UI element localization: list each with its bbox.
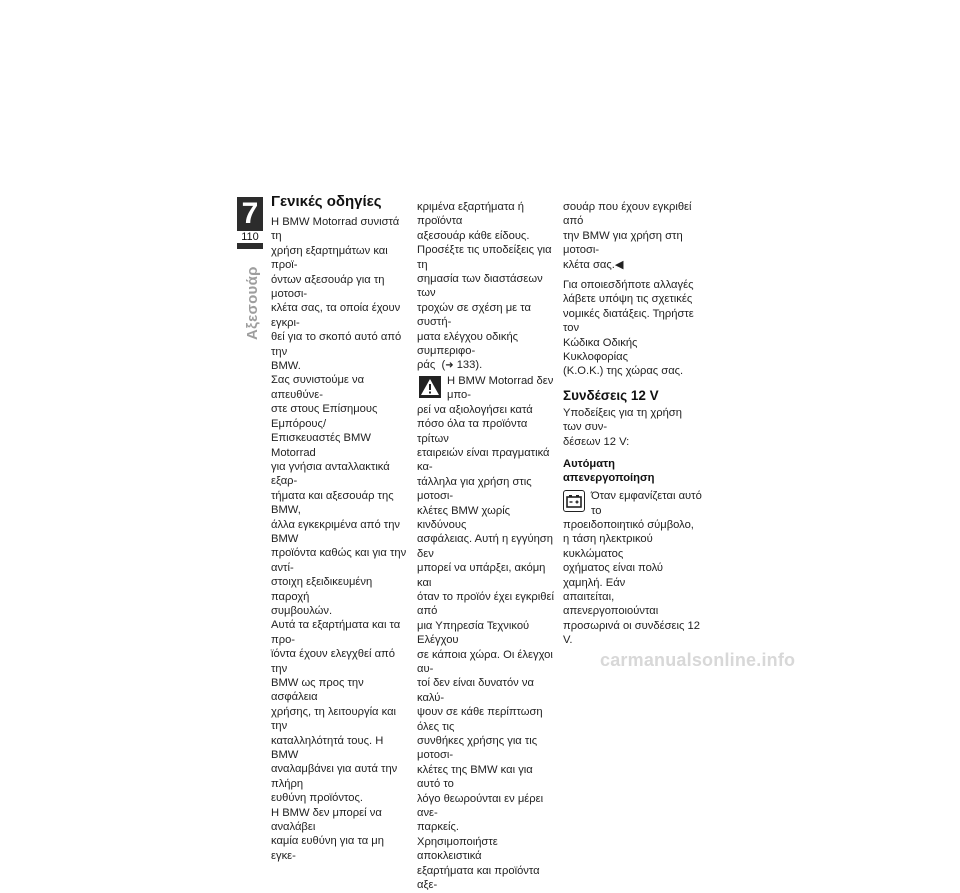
text-line: ευθύνη προϊόντος. (271, 792, 363, 805)
icon-note-block (563, 489, 703, 647)
text-line: ματα ελέγχου οδικής συμπεριφο- (417, 330, 519, 358)
text-line: προϊόντα καθώς και για την αντί- (271, 547, 407, 574)
text-line: τήματα και αξεσουάρ της BMW, (271, 489, 394, 517)
col3-text-top (563, 200, 703, 258)
text-line: κλέτα σας, τα οποία έχουν εγκρι- (271, 302, 401, 329)
text-line: Χρησιμοποιήστε αποκλειστικά (417, 835, 498, 863)
text-line: προσωρινά οι συνδέσεις 12 V. (563, 619, 700, 647)
end-line (563, 258, 703, 272)
text-line: ασφάλειας. Αυτή η εγγύηση δεν (417, 533, 553, 560)
text-line: οχήματος είναι πολύ χαμηλή. Εάν (563, 562, 664, 589)
text-line: για γνήσια ανταλλακτικά εξαρ- (271, 460, 390, 488)
warning-triangle-icon (419, 376, 441, 398)
text-line: καταλληλότητά τους. Η BMW (271, 734, 384, 762)
text-line: Για οποιεσδήποτε αλλαγές (563, 279, 694, 292)
text-line: BMW. (271, 360, 301, 373)
text-line: αναλαμβάνει για αυτά την πλήρη (271, 763, 398, 790)
text-line: Προσέξτε τις υποδείξεις για τη (417, 244, 552, 271)
text-line: τροχών σε σχέση με τα συστή- (417, 301, 531, 329)
text-line: κλέτες BMW χωρίς κινδύνους (417, 504, 511, 531)
text-line: σημασία των διαστάσεων των (417, 273, 543, 300)
text-line: όταν το προϊόν έχει εγκριθεί από (417, 590, 554, 618)
battery-warning-icon (563, 490, 585, 512)
warning-block (417, 374, 555, 893)
text-line: τάλληλα για χρήση στις μοτοσι- (417, 475, 532, 503)
chapter-tab (237, 197, 263, 231)
text-line: Η BMW Motorrad συνιστά τη (271, 216, 400, 243)
text-line: στε στους Επίσημους Εμπόρους/ (271, 403, 378, 430)
col3-intro-text (563, 406, 703, 449)
text-line: εξαρτήματα και προϊόντα αξε- (417, 864, 540, 892)
text-line: κριμένα εξαρτήματα ή προϊόντα (417, 201, 525, 228)
warning-text (417, 417, 555, 892)
text-line: χρήσης, τη λειτουργία και την (271, 705, 397, 733)
text-line: ϊόντα έχουν ελεγχθεί από την (271, 648, 395, 675)
text-line: χρήση εξαρτημάτων και προϊ- (271, 244, 388, 272)
text-line: Η BMW δεν μπορεί να αναλάβει (271, 806, 382, 834)
text-line: κλέτες της BMW και για αυτό το (417, 763, 533, 791)
icon-note-text (563, 532, 703, 647)
text-line: λόγο θεωρούνται εν μέρει ανε- (417, 792, 544, 820)
text-line: Σας συνιστούμε να απευθύνε- (271, 374, 365, 401)
column-3 (563, 200, 703, 648)
text-line: παρκείς. (417, 821, 459, 834)
text-line: Η BMW Motorrad δεν μπο- (447, 374, 554, 402)
text-line: μια Υπηρεσία Τεχνικού Ελέγχου (417, 619, 530, 647)
text-line: όντων αξεσουάρ για τη μοτοσι- (271, 273, 385, 301)
text-line: (Κ.Ο.Κ.) της χώρας σας. (563, 365, 684, 378)
col2-text-top (417, 200, 555, 358)
page-number: 110 (237, 231, 263, 249)
chapter-side-label: Αξεσουάρ (244, 266, 261, 340)
ref-page-link[interactable]: 133). (456, 359, 483, 372)
text-line: ψουν σε κάθε περίπτωση όλες τις (417, 706, 543, 733)
text-line: Κώδικα Οδικής Κυκλοφορίας (563, 336, 638, 364)
column-2 (417, 200, 555, 893)
section-heading-12v: Συνδέσεις 12 V (563, 387, 659, 403)
ref-open: ( (441, 359, 446, 372)
end-line-text: κλέτα σας. (563, 258, 615, 271)
text-line: εταιρειών είναι πραγματικά κα- (417, 446, 550, 474)
col1-text (271, 215, 407, 863)
text-line: καμία ευθύνη για τα μη εγκε- (271, 835, 384, 862)
text-line: ρεί να αξιολογήσει κατά (417, 403, 533, 416)
text-line: αξεσουάρ κάθε είδους. (417, 229, 530, 242)
text-line: την BMW για χρήση στη μοτοσι- (563, 229, 683, 257)
text-line: Υποδείξεις για τη χρήση των συν- (563, 406, 682, 434)
text-line: σουάρ που έχουν εγκριθεί από (563, 201, 692, 228)
chapter-number: 7 (241, 197, 259, 230)
text-line: Επισκευαστές BMW Motorrad (271, 432, 371, 459)
text-line: δέσεων 12 V: (563, 435, 630, 448)
text-line: νομικές διατάξεις. Τηρήστε τον (563, 307, 694, 335)
text-line: σε κάποια χώρα. Οι έλεγχοι αυ- (417, 648, 553, 675)
text-line: συμβουλών. (271, 604, 333, 617)
text-line: στοιχη εξειδικευμένη παροχή (271, 576, 373, 603)
text-line: άλλα εγκεκριμένα από την BMW (271, 518, 401, 545)
ref-prefix: ράς (417, 359, 436, 372)
section-heading-general: Γενικές οδηγίες (271, 193, 382, 210)
text-line: λάβετε υπόψη τις σχετικές (563, 293, 693, 306)
text-line: θεί για το σκοπό αυτό από την (271, 331, 402, 358)
text-line: Όταν εμφανίζεται αυτό το (591, 490, 702, 517)
text-line: απαιτείται, απενεργοποιούνται (563, 590, 659, 618)
text-line: τοί δεν είναι δυνατόν να καλύ- (417, 677, 534, 704)
watermark-text: carmanualsonline.info (600, 650, 796, 670)
text-line: BMW ως προς την ασφάλεια (271, 677, 364, 704)
end-mark-icon: ◀ (614, 258, 624, 271)
text-line: η τάση ηλεκτρικού κυκλώματος (563, 533, 653, 560)
text-line: Αυτά τα εξαρτήματα και τα προ- (271, 619, 401, 646)
text-line: μπορεί να υπάρξει, ακόμη και (417, 562, 546, 589)
ref-arrow-icon: ➜ (445, 360, 454, 372)
column-1 (271, 193, 407, 863)
text-line: συνθήκες χρήσης για τις μοτοσι- (417, 735, 538, 762)
reference-line (417, 358, 555, 373)
subheading-auto-off: Αυτόματη απενεργοποίηση (563, 458, 655, 485)
text-line: πόσο όλα τα προϊόντα τρίτων (417, 418, 528, 445)
text-line: προειδοποιητικό σύμβολο, (563, 518, 694, 531)
col3-text-mid (563, 278, 703, 379)
